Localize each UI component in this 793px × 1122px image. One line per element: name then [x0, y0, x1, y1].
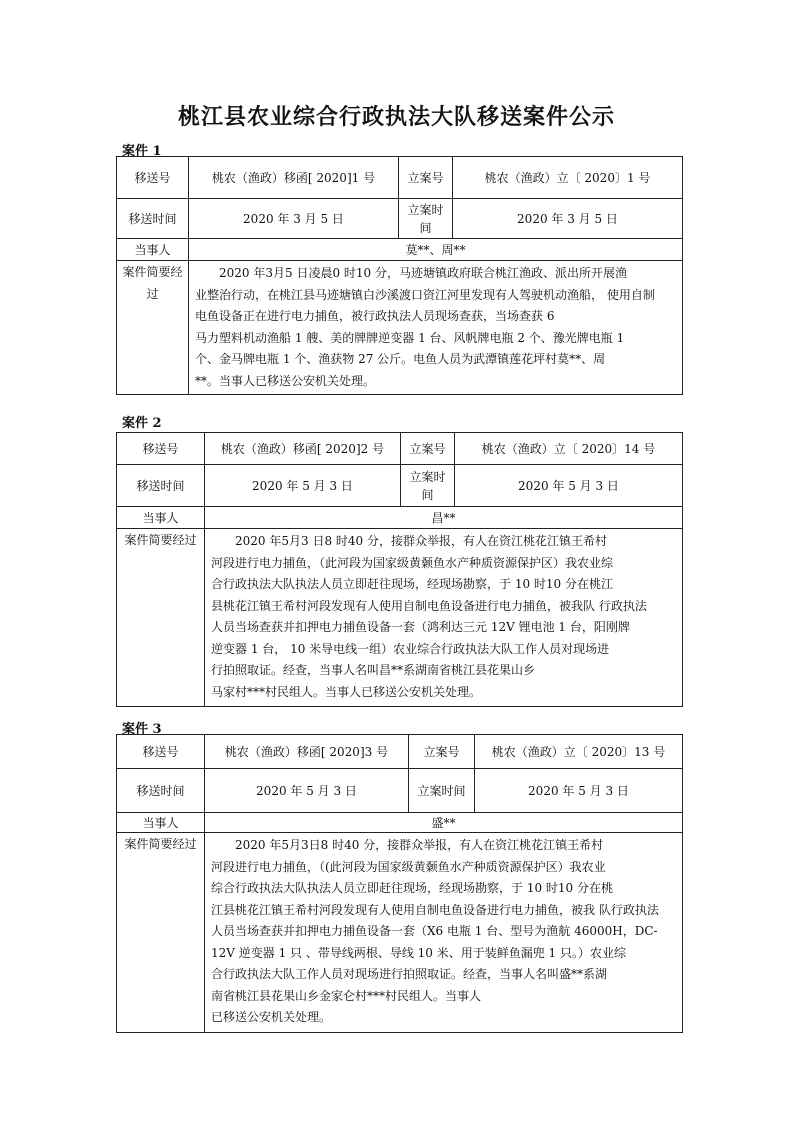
transfer-time-value: 2020 年 5 月 3 日	[205, 769, 409, 813]
summary-line: 江县桃花江镇王希村河段发现有人使用自制电鱼设备进行电力捕鱼，被我 队行政执法	[211, 902, 659, 917]
summary-line: 南省桃江县花果山乡金家仑村***村民组人。当事人	[211, 988, 482, 1003]
party-value: 昌**	[205, 507, 683, 529]
summary-text	[205, 833, 683, 1033]
summary-line: 河段进行电力捕鱼，（此河段为国家级黄颡鱼水产种质资源保护区）我农业综	[211, 555, 614, 570]
summary-label: 案件简要经过	[117, 529, 205, 707]
summary-line: 合行政执法大队工作人员对现场进行拍照取证。经查，当事人名叫盛**系湖	[211, 967, 608, 981]
summary-line: 合行政执法大队执法人员立即赶往现场，经现场勘察，于 10 时10 分在桃江	[211, 577, 613, 591]
case-no-value: 桃农（渔政）立〔 2020〕1 号	[453, 157, 683, 199]
party-label: 当事人	[117, 813, 205, 833]
summary-line: 马力塑料机动渔船 1 艘、美的牌牌逆变器 1 台、风帆牌电瓶 2 个、豫光牌电瓶 1	[195, 330, 625, 345]
summary-label: 案件简要经过	[117, 833, 205, 1033]
case-table	[116, 156, 683, 395]
summary-line: 马家村***村民组人。当事人已移送公安机关处理。	[211, 684, 482, 699]
transfer-no-label: 移送号	[117, 735, 205, 769]
summary-line: 河段进行电力捕鱼，（(此河段为国家级黄颡鱼水产种质资源保护区）我农业	[211, 859, 606, 874]
summary-text	[189, 261, 683, 395]
transfer-no-value: 桃农（渔政）移函[ 2020]3 号	[205, 735, 409, 769]
case-heading: 案件 2	[122, 416, 162, 431]
summary-line: 行拍照取证。经查，当事人名叫昌**系湖南省桃江县花果山乡	[211, 663, 536, 677]
party-label: 当事人	[117, 507, 205, 529]
summary-line: **。当事人已移送公安机关处理。	[195, 373, 376, 388]
summary-line: 业整治行动，在桃江县马迹塘镇白沙溪渡口资江河里发现有人驾驶机动渔船， 使用自制	[195, 287, 655, 302]
summary-line: 2020 年5月3 日8 时40 分，接群众举报，有人在资江桃花江镇王希村	[235, 534, 607, 548]
summary-line: 人员当场查获并扣押电力捕鱼设备一套（鸿利达三元 12V 锂电池 1 台，阳刚牌	[211, 620, 630, 634]
party-value: 莫**、周**	[189, 239, 683, 261]
case-no-label: 立案号	[409, 735, 475, 769]
summary-line: 个、金马牌电瓶 1 个、渔获物 27 公斤。电鱼人员为武潭镇莲花坪村莫**、周	[195, 352, 606, 366]
transfer-no-label: 移送号	[117, 157, 189, 199]
page-title: 桃江县农业综合行政执法大队移送案件公示	[177, 104, 615, 130]
case-no-value: 桃农（渔政）立〔 2020〕14 号	[455, 433, 683, 465]
transfer-time-label: 移送时间	[117, 199, 189, 239]
transfer-time-label: 移送时间	[117, 465, 205, 507]
summary-line: 县桃花江镇王希村河段发现有人使用自制电鱼设备进行电力捕鱼，被我队 行政执法	[211, 598, 647, 613]
case-heading: 案件 1	[122, 144, 162, 159]
case-time-value: 2020 年 5 月 3 日	[455, 465, 683, 507]
case-no-label: 立案号	[401, 433, 455, 465]
case-heading: 案件 3	[122, 722, 162, 737]
summary-line: 已移送公安机关处理。	[211, 1010, 332, 1024]
party-label: 当事人	[117, 239, 189, 261]
case-table	[116, 734, 683, 1033]
summary-line: 综合行政执法大队执法人员立即赶往现场，经现场勘察，于 10 时10 分在桃	[211, 881, 613, 895]
transfer-no-value: 桃农（渔政）移函[ 2020]1 号	[189, 157, 399, 199]
summary-line: 人员当场查获并扣押电力捕鱼设备一套（X6 电瓶 1 台、型号为渔航 46000H，DC-	[211, 924, 658, 938]
transfer-no-label: 移送号	[117, 433, 205, 465]
transfer-no-value: 桃农（渔政）移函[ 2020]2 号	[205, 433, 401, 465]
transfer-time-label: 移送时间	[117, 769, 205, 813]
case-no-value: 桃农（渔政）立〔 2020〕13 号	[475, 735, 683, 769]
case-time-value: 2020 年 3 月 5 日	[453, 199, 683, 239]
case-time-value: 2020 年 5 月 3 日	[475, 769, 683, 813]
summary-line: 2020 年3月5 日凌晨0 时10 分，马迹塘镇政府联合桃江渔政、派出所开展渔	[219, 266, 627, 280]
case-time-label: 立案时间	[399, 199, 453, 239]
summary-line: 12V 逆变器 1 只 、带导线两根、导线 10 米、用于装鲜鱼漏兜 1 只。）农业综	[211, 945, 626, 960]
case-no-label: 立案号	[399, 157, 453, 199]
case-time-label: 立案时间	[401, 465, 455, 507]
case-time-label: 立案时间	[409, 769, 475, 813]
transfer-time-value: 2020 年 5 月 3 日	[205, 465, 401, 507]
summary-line: 2020 年5月3日8 时40 分，接群众举报，有人在资江桃花江镇王希村	[235, 838, 604, 852]
summary-label: 案件简要经过	[117, 261, 189, 395]
case-table	[116, 432, 683, 707]
party-value: 盛**	[205, 813, 683, 833]
summary-line: 逆变器 1 台， 10 米导电线一组）农业综合行政执法大队工作人员对现场进	[211, 641, 610, 656]
summary-text	[205, 529, 683, 707]
transfer-time-value: 2020 年 3 月 5 日	[189, 199, 399, 239]
summary-line: 电鱼设备正在进行电力捕鱼，被行政执法人员现场查获，当场查获 6	[195, 309, 555, 323]
